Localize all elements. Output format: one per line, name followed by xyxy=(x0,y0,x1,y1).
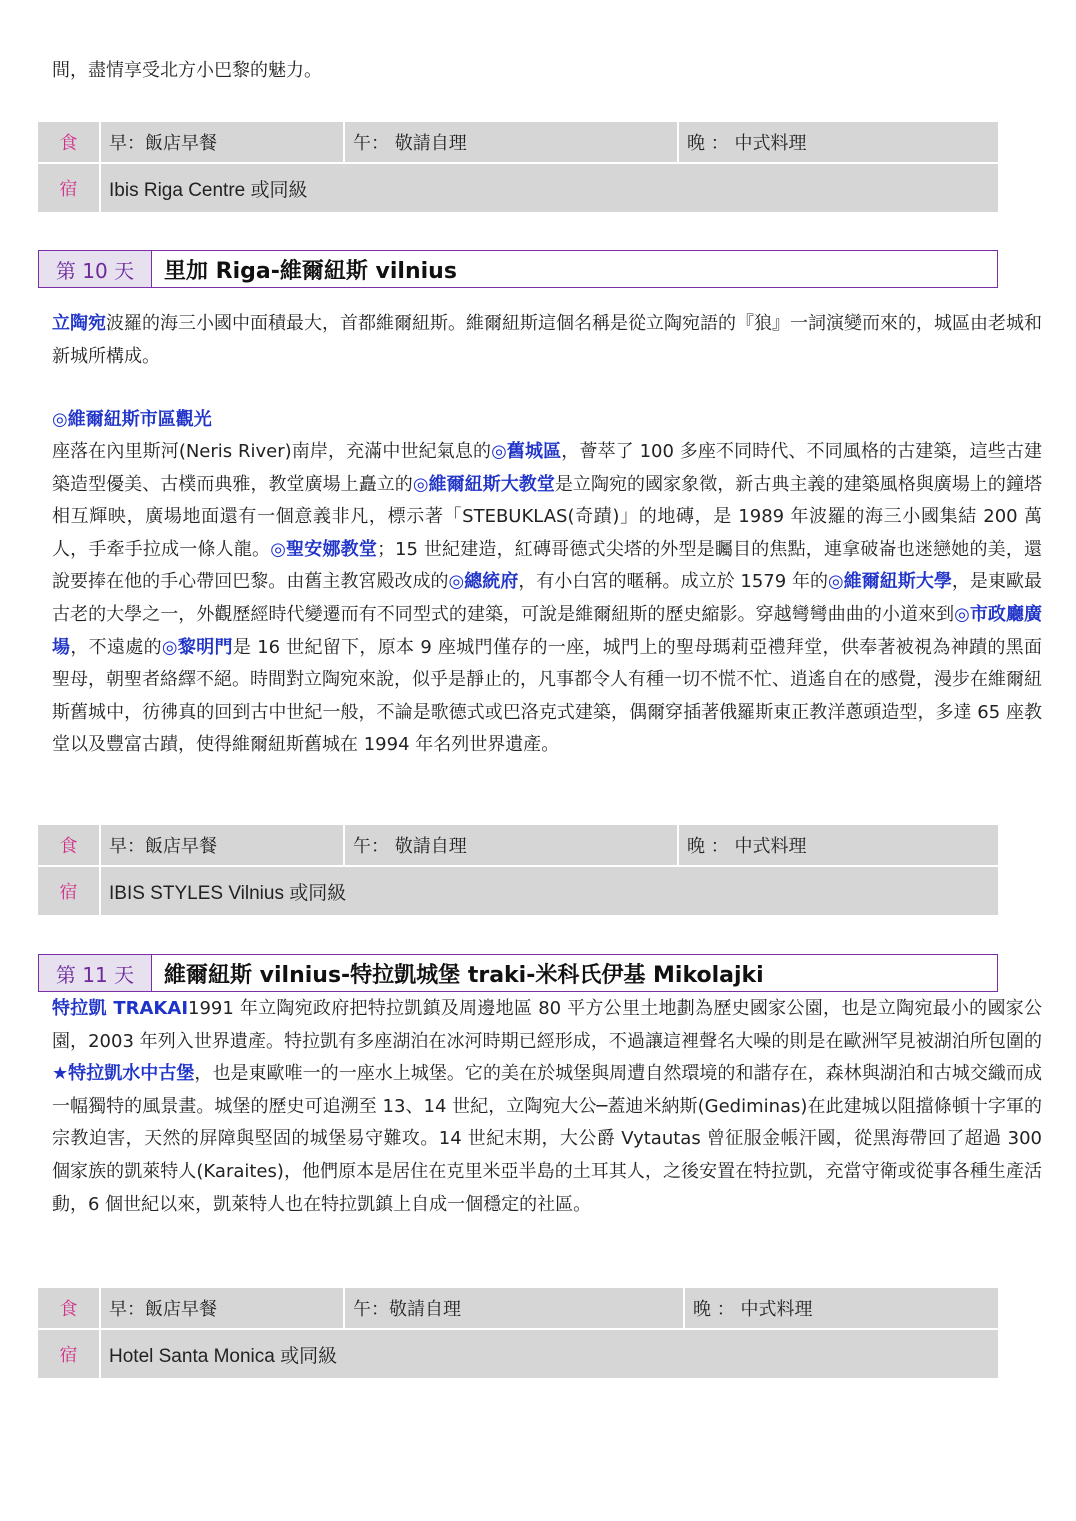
day-11-body xyxy=(52,993,1042,1221)
dinner-cell: 晚 ： 中式料理 xyxy=(684,1288,999,1329)
food-label: 食 xyxy=(38,1288,100,1329)
meal-table-3 xyxy=(38,1288,1000,1380)
stay-label: 宿 xyxy=(38,163,100,213)
body-text: ；15 世紀建造，紅磚哥德式尖塔的外型是矚目的焦點，連拿破崙也迷戀她的美，還說要捧在他的手心帶回巴黎。由舊主教宮殿改成的 xyxy=(52,538,1042,593)
body-text: ，也是東歐唯一的一座水上城堡。它的美在於城堡與周遭自然環境的和諧存在，森林與湖泊和古城交織而成一幅獨特的風景畫。城堡的歷史可追溯至 13、14 世紀，立陶宛大公─蓋迪米納斯(Gediminas)在此建城以阻擋條頓十字軍的宗教迫害，天然的屏障與堅固的城堡易守難攻。14 世紀末期，大公爵 Vytautas 曾征服金帳汗國，從黑海帶回了超過 300 個家族的凱萊特人(Karaites)，他們原本是居住在克里米亞半島的土耳其人，之後安置在特拉凱，充當守衛或從事各種生產活動，6 個世紀以來，凱萊特人也在特拉凱鎮上自成一個穩定的社區。 xyxy=(52,1063,1043,1215)
trakai-highlight: 特拉凱 TRAKAI xyxy=(52,998,189,1019)
body-text: ，有小白宮的暱稱。成立於 1579 年的 xyxy=(518,571,829,593)
cathedral-highlight: ◎維爾紐斯大教堂 xyxy=(412,473,555,495)
breakfast-cell: 早：飯店早餐 xyxy=(100,122,344,163)
town-hall-square-highlight: ◎市政廳廣場 xyxy=(52,603,1042,658)
dinner-cell: 晚 ： 中式料理 xyxy=(678,122,999,163)
st-anne-highlight: ◎聖安娜教堂 xyxy=(270,538,378,560)
body-text: 是立陶宛的國家象徵，新古典主義的建築風格與廣場上的鐘塔相互輝映，廣場地面還有一個意義非凡，標示著「STEBUKLAS(奇蹟)」的地磚，是 1989 年波羅的海三小國集結 200 萬人，手牽手拉成一條人龍。 xyxy=(52,473,1042,560)
body-text: ，不遠處的 xyxy=(70,636,162,658)
old-town-highlight: ◎舊城區 xyxy=(491,441,562,462)
day-10-intro xyxy=(52,308,1042,373)
day-11-label: 第 11 天 xyxy=(39,955,152,991)
gate-of-dawn-highlight: ◎黎明門 xyxy=(161,636,233,658)
breakfast-cell: 早：飯店早餐 xyxy=(100,825,344,866)
body-text: 1991 年立陶宛政府把特拉凱鎮及周邊地區 80 平方公里土地劃為歷史國家公園，也是立陶宛最小的國家公園，2003 年列入世界遺產。特拉凱有多座湖泊在冰河時期已經形成，不過讓這裡聲名大噪的則是在歐洲罕見被湖泊所包圍的 xyxy=(52,998,1042,1052)
food-label: 食 xyxy=(38,122,100,163)
hotel-cell: Hotel Santa Monica 或同級 xyxy=(100,1329,999,1379)
intro-tail-text: 間，盡情享受北方小巴黎的魅力。 xyxy=(52,60,322,81)
breakfast-cell: 早：飯店早餐 xyxy=(100,1288,344,1329)
meal-table-1 xyxy=(38,122,1000,214)
day-10-label: 第 10 天 xyxy=(39,251,152,287)
body-text: 座落在內里斯河(Neris River)南岸，充滿中世紀氣息的 xyxy=(52,441,492,462)
day-11-header xyxy=(38,954,998,992)
food-label: 食 xyxy=(38,825,100,866)
body-text: ，是東歐最古老的大學之一，外觀歷經時代變遷而有不同型式的建築，可說是維爾紐斯的歷史縮影。穿越彎彎曲曲的小道來到 xyxy=(52,571,1043,625)
stay-label: 宿 xyxy=(38,866,100,916)
day-11-title: 維爾紐斯 vilnius-特拉凱城堡 traki-米科氏伊基 Mikolajki xyxy=(164,962,764,988)
body-text: 是 16 世紀留下，原本 9 座城門僅存的一座，城門上的聖母瑪莉亞禮拜堂，供奉著被視為神蹟的黑面聖母，朝聖者絡繹不絕。時間對立陶宛來說，似乎是靜止的，凡事都令人有種一切不慌不忙、逍遙自在的感覺，漫步在維爾紐斯舊城中，彷彿真的回到古中世紀一般，不論是歌德式或巴洛克式建築，偶爾穿插著俄羅斯東正教洋蔥頭造型，多達 65 座教堂以及豐富古蹟，使得維爾紐斯舊城在 1994 年名列世界遺產。 xyxy=(52,636,1042,756)
body-text: ，薈萃了 100 多座不同時代、不同風格的古建築，這些古建築造型優美、古樸而典雅，教堂廣場上矗立的 xyxy=(52,441,1042,495)
lunch-cell: 午： 敬請自理 xyxy=(344,122,678,163)
presidential-palace-highlight: ◎總統府 xyxy=(448,571,519,593)
day-10-header xyxy=(38,250,998,288)
university-highlight: ◎維爾紐斯大學 xyxy=(828,571,952,593)
stay-label: 宿 xyxy=(38,1329,100,1379)
day-10-title: 里加 Riga-維爾紐斯 vilnius xyxy=(164,258,457,284)
meal-table-2 xyxy=(38,825,1000,917)
day-10-intro-text: 波羅的海三小國中面積最大，首都維爾紐斯。維爾紐斯這個名稱是從立陶宛語的『狼』一詞演變而來的，城區由老城和新城所構成。 xyxy=(52,313,1042,367)
lunch-cell: 午：敬請自理 xyxy=(344,1288,684,1329)
dinner-cell: 晚 ： 中式料理 xyxy=(678,825,999,866)
vilnius-tour-title: ◎維爾紐斯市區觀光 xyxy=(52,409,212,430)
hotel-cell: IBIS STYLES Vilnius 或同級 xyxy=(100,866,999,916)
lithuania-highlight: 立陶宛 xyxy=(52,313,106,334)
hotel-cell: Ibis Riga Centre 或同級 xyxy=(100,163,999,213)
day-10-body xyxy=(52,436,1042,762)
island-castle-highlight: ★特拉凱水中古堡 xyxy=(52,1063,195,1085)
lunch-cell: 午： 敬請自理 xyxy=(344,825,678,866)
